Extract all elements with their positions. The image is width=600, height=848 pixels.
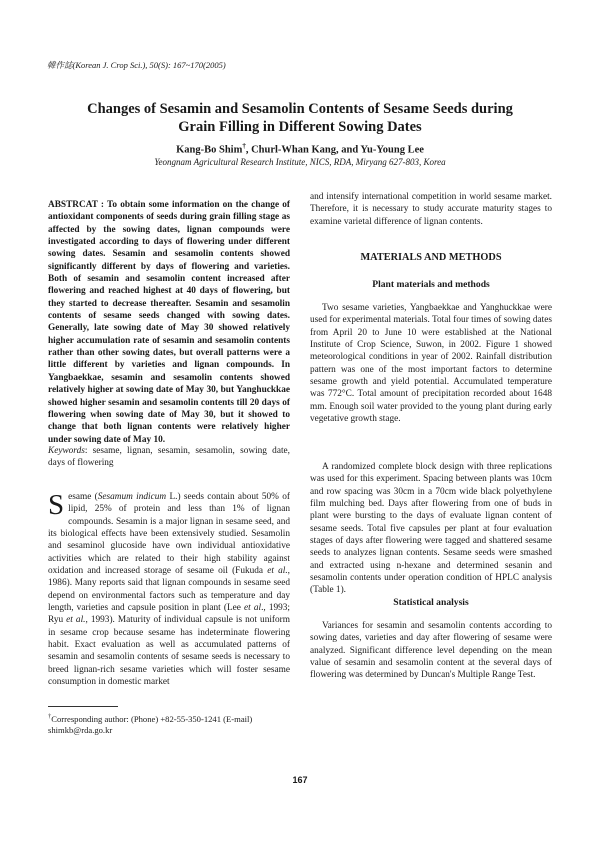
corresponding-mark: † (242, 142, 246, 150)
intro-continuation (310, 191, 552, 228)
citation-etal: et al (244, 603, 262, 614)
intro-text-1: esame ( (68, 492, 98, 502)
author-list (40, 142, 560, 156)
section-heading-materials: MATERIALS AND METHODS (360, 252, 502, 263)
subsection-heading-statistics: Statistical analysis (393, 597, 469, 608)
keywords-label: Keywords (48, 446, 85, 456)
keywords (48, 445, 290, 470)
keywords-text: : sesame, lignan, sesamin, sesamolin, sowing date, days of flowering (48, 446, 290, 469)
species-name: Sesamum indicum (97, 492, 167, 502)
page-number: 167 (292, 775, 308, 785)
corresponding-author: Kang-Bo Shim (176, 144, 243, 156)
materials-text-1: Two sesame varieties, Yangbaekkae and Yanghuckkae were used for experimental materials. Total four times of sowing dates from April 20 to June 10 were established at the National Institute of Crop Science, Suwon, in 2002. Figure 1 showed meteorological conditions in year of 2002. Rainfall distribution pattern was one of the most important factors to determine sesame growth and yield potential. Accumulated temperature was 772°C. Total amount of precipitation recorded about 1648 mm. Enough soil water provided to the young plant during early vegetative growth stage. (310, 303, 552, 425)
abstract-text: ABSTRCAT : To obtain some information on the change of antioxidant components of seeds during grain filling stage as affected by the sowing dates, lignan compounds were investigated according to days of flowering under different sowing dates. Sesamin and sesamolin contents showed significantly different by days of flowering and varieties. Both of sesamin and sesamolin content increased after flowering and reached highest at 40 days of flowering, but they started to decrease thereafter. Sesamin and sesamolin contents of sesame seeds changed with sowing dates. Generally, late sowing date of May 30 showed relatively higher accumulation rate of sesamin and sesamolin contents rather than other sowing dates, but overall patterns were a little different by varieties and lignan compounds. In Yangbaekkae, sesamin and sesamolin contents showed relatively higher at sowing date of May 30, but Yanghuckkae showed higher sesamin and sesamolin contents till 20 days of flowering when sowing date of May 30, but it showed to change that both lignan contents were relatively higher under sowing date of May 10. (48, 200, 290, 445)
intro-text-3: , 1986). Many reports said that lignan compounds in sesame seed depend on environmental factors such as temperature and day length, varieties and capsule position in plant (Lee (48, 566, 290, 614)
intro-continuation-text: and intensify international competition in world sesame market. Therefore, it is necessary to study accurate maturity stages to examine varietal difference of lignan contents. (310, 192, 552, 227)
affiliation: Yeongnam Agricultural Research Institute, NICS, RDA, Miryang 627-803, Korea (154, 157, 446, 167)
footnote-divider (48, 706, 118, 707)
subsection-heading-plant: Plant materials and methods (372, 279, 490, 290)
footnote-text: Corresponding author: (Phone) +82-55-350-1241 (E-mail) shimkb@rda.go.kr (48, 713, 253, 735)
drop-cap: S (48, 489, 65, 521)
title-line-2: Grain Filling in Different Sowing Dates (178, 119, 422, 135)
citation-etal: et al. (267, 566, 288, 577)
statistics-paragraph (310, 620, 552, 682)
title-line-1: Changes of Sesamin and Sesamolin Contents of Sesame Seeds during (87, 101, 513, 117)
intro-text-4: ., 1993; Ryu (48, 603, 290, 626)
materials-paragraph-2 (310, 461, 552, 597)
intro-text-5: , 1993). Maturity of individual capsule is not uniform in sesame crop because sesame has indeterminate flowering habit. Exact evaluation as well as accumulated patterns of sesamin and sesamolin contents of sesame seeds is necessary to breed lignan-rich sesame varieties which will foster sesame consumption in domestic market (48, 615, 291, 688)
footnote (48, 711, 293, 736)
journal-reference: 韓作誌(Korean J. Crop Sci.), 50(S): 167~170(2005) (47, 60, 226, 70)
intro-paragraph (48, 491, 290, 689)
materials-paragraph-1 (310, 302, 552, 425)
introduction (48, 491, 290, 689)
paper-title (40, 100, 560, 136)
co-authors: , Churl-Whan Kang, and Yu-Young Lee (245, 144, 424, 156)
citation-etal: et al. (66, 615, 86, 626)
statistics-text: Variances for sesamin and sesamolin contents according to sowing dates, varieties and day after flowering of sesame were analyzed. Significant difference level depending on the mean value of sesamin and sesamolin content at the several days of flowering was determined by Duncan's Multiple Range Test. (310, 621, 552, 681)
footnote-mark: † (48, 713, 52, 720)
abstract (48, 199, 290, 446)
materials-text-2: A randomized complete block design with three replications was used for this experiment. Spacing between plants was 10cm and row spacing was 30cm in a 70cm wide black polyethylene film mulching bed. Days after flowering from one of buds in plant were bursting to the days of evaluate lignan content of sesame seeds. Total five capsules per plant at four evaluation stages of days after flowering were tagged and shattered sesame seeds to analyzes lignan contents. Sesame seeds were smashed and extracted using n-hexane and determined sesanin and sesamolin contents under operation condition of HPLC analysis (Table 1). (310, 462, 552, 596)
intro-text-2: L.) seeds contain about 50% of lipid, 25% of protein and less than 1% of lignan compounds. Sesamin is a major lignan in sesame seed, and its biological effects have been extensively studied. Sesamolin and sesaminol glucoside have own individual antioxidative activities which are related to their high stability against oxidation and increased storage of sesame oil (Fukuda (48, 492, 290, 577)
